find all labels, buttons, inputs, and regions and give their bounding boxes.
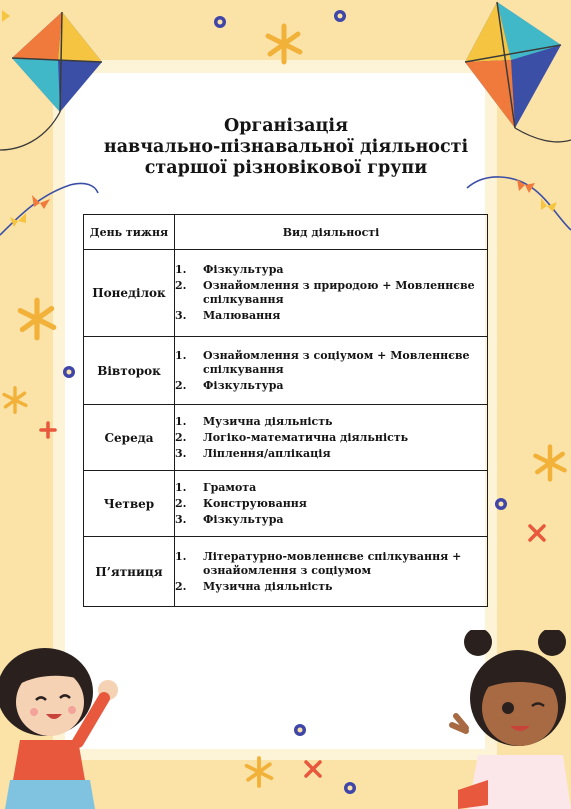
star-icon xyxy=(14,296,60,342)
star-icon xyxy=(242,755,276,789)
list-number: 2. xyxy=(175,579,187,593)
activities-cell xyxy=(175,337,488,405)
activity-text: Фізкультура xyxy=(203,263,284,276)
list-item xyxy=(175,550,487,578)
cross-icon xyxy=(526,522,548,544)
day-cell: Понеділок xyxy=(84,250,175,337)
activities-cell xyxy=(175,250,488,337)
activities-cell xyxy=(175,471,488,537)
dot-icon xyxy=(332,8,348,24)
list-item xyxy=(175,263,487,277)
list-number: 2. xyxy=(175,378,187,392)
activity-text: Ознайомлення з соціумом + Мовленнєве спілкування xyxy=(203,348,470,376)
list-item xyxy=(175,279,487,307)
star-icon xyxy=(262,22,306,66)
list-number: 1. xyxy=(175,263,187,276)
table-row xyxy=(84,250,488,337)
activities-cell xyxy=(175,537,488,607)
title-line: старшої різновікової групи xyxy=(144,158,428,178)
day-cell: Вівторок xyxy=(84,337,175,405)
table-row xyxy=(84,405,488,471)
boy-illustration xyxy=(448,630,571,809)
activity-text: Грамота xyxy=(203,480,257,494)
list-number: 2. xyxy=(175,430,187,444)
day-cell: Середа xyxy=(84,405,175,471)
list-number: 3. xyxy=(175,309,187,322)
activity-text: Ліплення/аплікація xyxy=(203,446,331,460)
day-cell: Четвер xyxy=(84,471,175,537)
star-icon xyxy=(0,382,30,418)
list-item xyxy=(175,309,487,323)
activities-cell xyxy=(175,405,488,471)
star-icon xyxy=(530,440,570,486)
activity-text: Літературно-мовленнєве спілкування + ознайомлення з соціумом xyxy=(203,549,462,577)
list-item xyxy=(175,513,487,527)
list-number: 2. xyxy=(175,279,187,292)
list-number: 2. xyxy=(175,496,187,510)
girl-illustration xyxy=(0,630,130,809)
table-header-row xyxy=(84,215,488,250)
list-number: 1. xyxy=(175,348,187,362)
activity-text: Фізкультура xyxy=(203,512,284,526)
column-header-day: День тижня xyxy=(84,215,175,250)
list-item xyxy=(175,431,487,445)
list-number: 1. xyxy=(175,549,187,563)
cross-icon xyxy=(302,758,324,780)
list-item xyxy=(175,580,487,594)
activity-text: Музична діяльність xyxy=(203,579,333,593)
dot-icon xyxy=(342,780,358,796)
activity-text: Фізкультура xyxy=(203,378,284,392)
dot-icon xyxy=(493,496,509,512)
dot-icon xyxy=(212,14,228,30)
cross-icon xyxy=(38,420,58,440)
list-number: 3. xyxy=(175,446,187,460)
list-item xyxy=(175,497,487,511)
list-number: 3. xyxy=(175,512,187,526)
list-item xyxy=(175,481,487,495)
page-title xyxy=(65,116,507,179)
list-item xyxy=(175,447,487,461)
activity-text: Логіко-математична діяльність xyxy=(203,430,409,444)
list-number: 1. xyxy=(175,414,187,428)
list-number: 1. xyxy=(175,480,187,494)
column-header-activity: Вид діяльності xyxy=(175,215,488,250)
activity-text: Музична діяльність xyxy=(203,414,333,428)
list-item xyxy=(175,415,487,429)
list-item xyxy=(175,349,487,377)
activity-text: Ознайомлення з природою + Мовленнєве спілкування xyxy=(203,279,475,306)
schedule-table xyxy=(83,214,488,607)
activity-text: Конструювання xyxy=(203,496,307,510)
table-row xyxy=(84,471,488,537)
title-line: Організація xyxy=(223,116,348,136)
activity-text: Малювання xyxy=(203,309,281,322)
list-item xyxy=(175,379,487,393)
dot-icon xyxy=(292,722,308,738)
dot-icon xyxy=(61,364,77,380)
title-line: навчально-пізнавальної діяльності xyxy=(103,137,469,157)
day-cell: П’ятниця xyxy=(84,537,175,607)
table-row xyxy=(84,337,488,405)
table-row xyxy=(84,537,488,607)
